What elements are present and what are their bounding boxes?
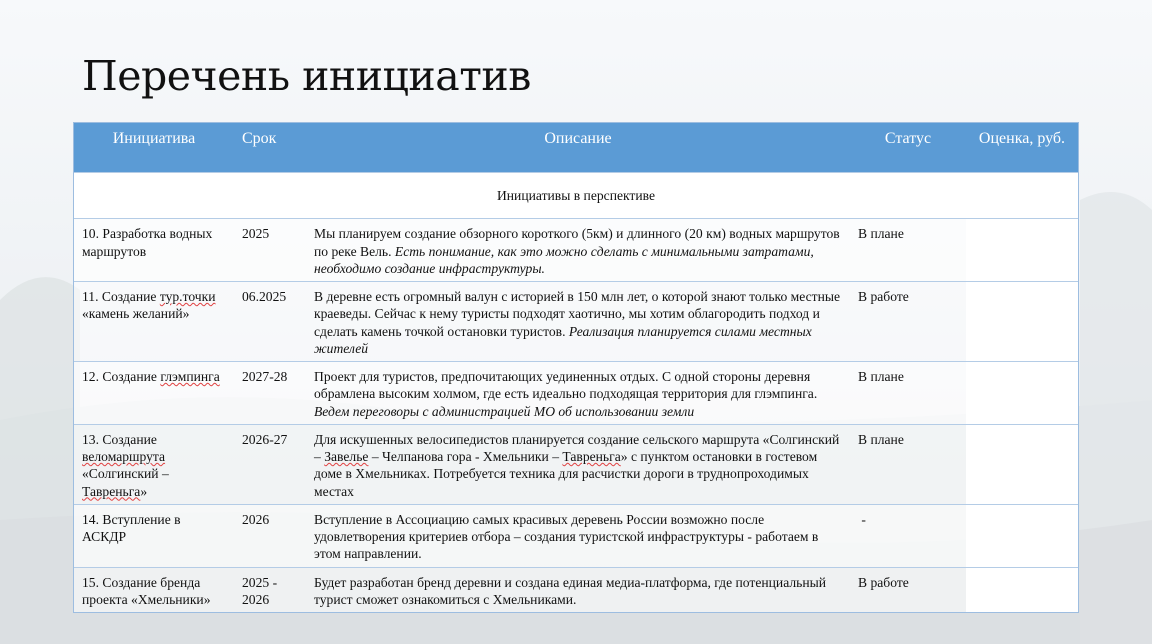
initiative-text: 11. Создание <box>82 289 157 304</box>
table-row <box>74 567 1078 612</box>
cell-initiative: 10. Разработка водных маршрутов <box>74 219 234 282</box>
header-status: Статус <box>850 123 966 173</box>
header-description: Описание <box>306 123 850 173</box>
cell-description <box>306 504 850 567</box>
cell-score <box>966 504 1078 567</box>
initiative-text: «Солгинский – <box>82 466 169 482</box>
cell-score <box>966 219 1078 282</box>
cell-status: - <box>850 504 966 567</box>
cell-term: 06.2025 <box>234 282 306 362</box>
spellcheck-word: Тавреньга <box>82 483 141 499</box>
cell-score <box>966 282 1078 362</box>
cell-status: В плане <box>850 424 966 504</box>
cell-score <box>966 567 1078 612</box>
description-text: Мы планируем создание обзорного короткого (5км) и длинного (20 км) водных маршрутов по реке Вель. <box>314 226 840 259</box>
cell-status: В работе <box>850 282 966 362</box>
description-note: Реализация планируется силами местных жителей <box>314 323 812 356</box>
cell-status: В плане <box>850 219 966 282</box>
table-header-row <box>74 123 1078 173</box>
cell-status: В плане <box>850 362 966 425</box>
cell-score <box>966 424 1078 504</box>
cell-term: 2027-28 <box>234 362 306 425</box>
initiative-text: 13. Создание <box>82 431 157 447</box>
initiative-text: 12. Создание <box>82 369 157 384</box>
cell-initiative <box>74 282 234 362</box>
description-note: Есть понимание, как это можно сделать с минимальными затратами, необходимо создание инфраструктуры. <box>314 243 814 276</box>
cell-initiative <box>74 424 234 504</box>
cell-initiative <box>74 362 234 425</box>
table-row <box>74 424 1078 504</box>
cell-description <box>306 219 850 282</box>
cell-description <box>306 424 850 504</box>
cell-term: 2026 <box>234 504 306 567</box>
cell-description <box>306 362 850 425</box>
cell-description <box>306 282 850 362</box>
cell-term: 2026-27 <box>234 424 306 504</box>
table-row <box>74 219 1078 282</box>
page-title: Перечень инициатив <box>82 52 531 100</box>
description-text: Будет разработан бренд деревни и создана единая медиа-платформа, где потенциальный турист сможет ознакомиться с Хмельниками. <box>314 574 827 607</box>
description-text: В деревне есть огромный валун с историей в 150 млн лет, о которой знают только местные краеведы. Сейчас к нему туристы подходят хаотично, мы хотим облагородить подход и сделать камень точкой остановки туристов. <box>314 289 841 339</box>
section-row <box>74 173 1078 219</box>
initiatives-table <box>73 122 1079 613</box>
spellcheck-word: веломаршрута <box>82 449 166 464</box>
cell-term: 2025 <box>234 219 306 282</box>
description-text: Проект для туристов, предпочитающих уединенных отдых. С одной стороны деревня обрамлена высоким холмом, где есть идеально подходящая территория для глэмпинга. <box>314 369 818 402</box>
description-text: » с пунктом остановки в гостевом доме в Хмельниках. Потребуется техника для расчистки дороги в труднопроходимых местах <box>314 449 818 499</box>
header-score: Оценка, руб. <box>966 123 1078 173</box>
description-text: Для искушенных велосипедистов планируется создание сельского маршрута «Солгинский – <box>314 431 840 464</box>
initiative-text: «камень желаний» <box>82 306 190 322</box>
header-term: Срок <box>234 123 306 173</box>
cell-description <box>306 567 850 612</box>
cell-initiative: 14. Вступление в АСКДР <box>74 504 234 567</box>
table-row <box>74 504 1078 567</box>
cell-status: В работе <box>850 567 966 612</box>
cell-initiative: 15. Создание бренда проекта «Хмельники» <box>74 567 234 612</box>
description-note: Ведем переговоры с администрацией МО об использовании земли <box>314 403 695 419</box>
description-text: – Челпанова гора - Хмельники – <box>371 449 559 464</box>
cell-score <box>966 362 1078 425</box>
header-initiative: Инициатива <box>74 123 234 173</box>
cell-term: 2025 - 2026 <box>234 567 306 612</box>
table-row <box>74 282 1078 362</box>
spellcheck-word: Тавреньга <box>562 449 621 464</box>
spellcheck-word: тур.точки <box>159 289 216 304</box>
section-title: Инициативы в перспективе <box>74 173 1078 219</box>
initiative-text: » <box>140 483 148 499</box>
spellcheck-word: глэмпинга <box>160 369 220 384</box>
spellcheck-word: Завелье <box>324 449 369 464</box>
description-text: Вступление в Ассоциацию самых красивых деревень России возможно после удовлетворения критериев отбора – создания туристской инфраструктуры - работаем в этом направлении. <box>314 511 819 562</box>
table-row <box>74 362 1078 425</box>
